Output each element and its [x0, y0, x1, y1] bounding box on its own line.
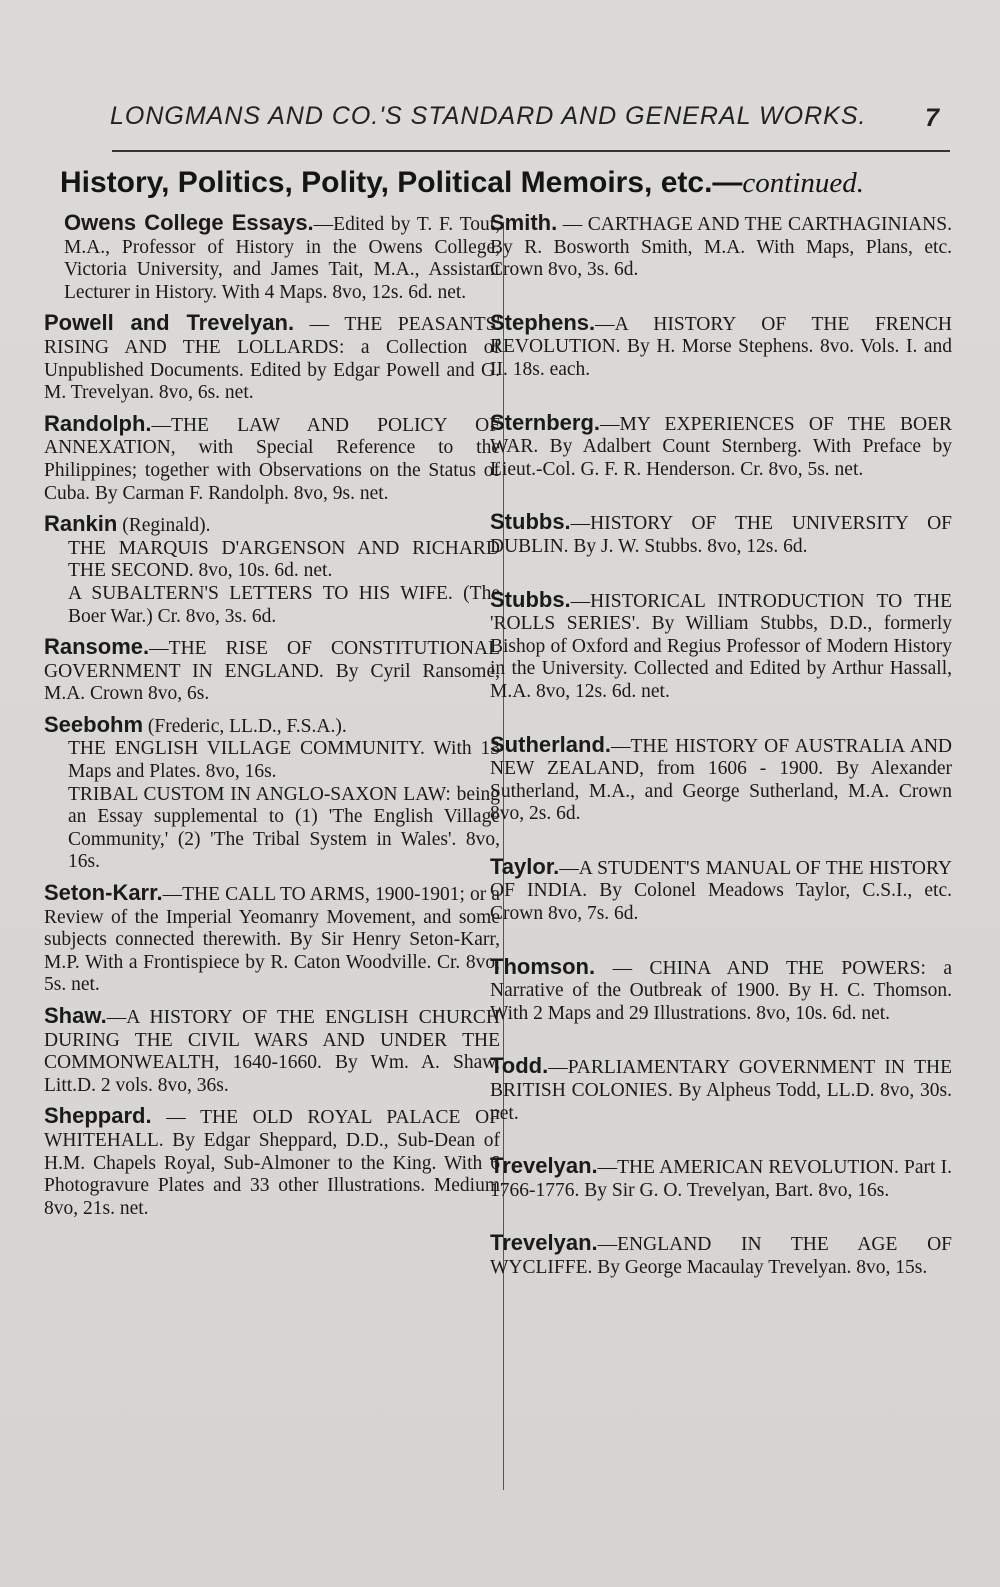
catalogue-entry [44, 1105, 500, 1220]
page-number: 7 [925, 104, 940, 132]
entry-description: —HISTORY OF THE UNIVERSITY OF DUBLIN. By J. W. Stubbs. 8vo, 12s. 6d. [490, 513, 952, 557]
entry-paragraph [44, 1105, 500, 1220]
entry-paragraph [490, 309, 952, 382]
entry-description: —ENGLAND IN THE AGE OF WYCLIFFE. By George Macaulay Trevelyan. 8vo, 15s. [490, 1234, 952, 1278]
entry-description: —HISTORICAL INTRODUCTION TO THE 'ROLLS SERIES'. By William Stubbs, D.D., formerly Bishop of Oxford and Regius Professor of Modern History in the University. Collected and Edited by Arthur Hassall, M.A. 8vo, 12s. 6d. net. [490, 590, 952, 702]
catalogue-entry [44, 212, 500, 304]
entry-paragraph [490, 731, 952, 826]
entry-paragraph [490, 586, 952, 704]
entry-description: —THE CALL TO ARMS, 1900-1901; or a Review of the Imperial Yeomanry Movement, and some subjects connected therewith. By Sir Henry Seton-Karr, M.P. With a Frontispiece by R. Caton Woodville. Cr. 8vo, 5s. net. [44, 884, 500, 996]
entry-author: Sheppard. [44, 1103, 152, 1129]
entry-paragraph [44, 711, 500, 739]
catalogue-entry [44, 882, 500, 997]
entry-paragraph [44, 636, 500, 706]
entry-author: Trevelyan. [490, 1153, 598, 1179]
entry-description: —PARLIAMENTARY GOVERNMENT IN THE BRITISH COLONIES. By Alpheus Todd, LL.D. 8vo, 30s. net. [490, 1057, 952, 1124]
catalogue-entry [490, 1155, 952, 1202]
entry-description: — THE PEASANTS' RISING AND THE LOLLARDS: a Collection of Unpublished Documents. Edited by Edgar Powell and G. M. Trevelyan. 8vo, 6s. net. [44, 314, 501, 404]
entry-author: Seebohm [44, 711, 144, 737]
section-continued: continued. [742, 167, 865, 199]
catalogue-entry [490, 953, 952, 1026]
catalogue-entry [490, 586, 952, 704]
entry-description: (Frederic, LL.D., F.S.A.). [143, 715, 347, 737]
entry-sub-title: TRIBAL CUSTOM IN ANGLO-SAXON LAW: being an Essay supplemental to (1) 'The English Village Community,' (2) 'The Tribal System in Wales'. 8vo, 16s. [68, 783, 500, 873]
entry-paragraph [490, 212, 952, 282]
entry-author: Trevelyan. [490, 1230, 598, 1256]
catalogue-entry [490, 212, 952, 282]
entry-description: — CARTHAGE AND THE CARTHAGINIANS. By R. Bosworth Smith, M.A. With Maps, Plans, etc. Crown 8vo, 3s. 6d. [490, 214, 952, 281]
catalogue-entry [44, 636, 500, 706]
entry-author: Taylor. [490, 853, 560, 879]
entry-sub-title: THE MARQUIS D'ARGENSON AND RICHARD THE SECOND. 8vo, 10s. 6d. net. [68, 537, 500, 582]
entry-description: —A STUDENT'S MANUAL OF THE HISTORY OF INDIA. By Colonel Meadows Taylor, C.S.I., etc. Crown 8vo, 7s. 6d. [490, 857, 952, 925]
entry-description: — CHINA AND THE POWERS: a Narrative of the Outbreak of 1900. By H. C. Thomson. With 2 Maps and 29 Illustrations. 8vo, 10s. 6d. net. [490, 957, 952, 1024]
entry-author: Powell and Trevelyan. [44, 310, 295, 336]
header-rule [112, 150, 950, 152]
left-column [44, 212, 500, 1228]
catalogue-entry [44, 513, 500, 628]
entry-author: Sternberg. [490, 409, 601, 435]
catalogue-entry [490, 853, 952, 926]
catalogue-entry [490, 731, 952, 826]
entry-author: Rankin [44, 511, 118, 537]
section-title-text: History, Politics, Polity, Political Memoirs, etc.— [60, 166, 743, 199]
entry-author: Stephens. [490, 309, 596, 335]
entry-paragraph [44, 410, 500, 505]
entry-description: —A HISTORY OF THE FRENCH REVOLUTION. By H. Morse Stephens. 8vo. Vols. I. and II. 18s. each. [490, 313, 952, 380]
entry-paragraph [44, 882, 500, 997]
catalogue-entry [490, 1232, 952, 1279]
catalogue-entry [490, 1055, 952, 1125]
entry-description: —THE RISE OF CONSTITUTIONAL GOVERNMENT IN ENGLAND. By Cyril Ransome, M.A. Crown 8vo, 6s. [44, 638, 500, 705]
entry-description: (Reginald). [117, 515, 211, 537]
entry-author: Owens College Essays. [64, 210, 314, 235]
right-column [490, 212, 952, 1310]
entry-author: Smith. [490, 210, 558, 235]
entry-paragraph [44, 513, 500, 538]
entry-author: Stubbs. [490, 586, 571, 612]
entry-description: —THE HISTORY OF AUSTRALIA AND NEW ZEALAND, from 1606 - 1900. By Alexander Sutherland, M.A., and George Sutherland, M.A. Crown 8vo, 2s. 6d. [490, 735, 952, 825]
entry-author: Shaw. [44, 1003, 107, 1028]
running-head-text: LONGMANS AND CO.'S STANDARD AND GENERAL WORKS. [110, 102, 867, 130]
entry-description: — THE OLD ROYAL PALACE OF WHITEHALL. By Edgar Sheppard, D.D., Sub-Dean of H.M. Chapels Royal, Sub-Almoner to the King. With 6 Photogravure Plates and 33 other Illustrations. Medium 8vo, 21s. net. [44, 1107, 500, 1219]
entry-author: Ransome. [44, 634, 150, 660]
catalogue-entry [44, 1005, 500, 1097]
entry-author: Randolph. [44, 410, 152, 436]
entry-paragraph [490, 1232, 952, 1279]
catalogue-entry [490, 309, 952, 382]
catalogue-entry [490, 511, 952, 558]
running-head [110, 102, 940, 131]
entry-paragraph [490, 1155, 952, 1202]
catalogue-entry [44, 312, 500, 404]
entry-description: —THE LAW AND POLICY OF ANNEXATION, with Special Reference to the Philippines; together with Observations on the Status of Cuba. By Carman F. Randolph. 8vo, 9s. net. [44, 414, 500, 504]
catalogue-entry [490, 409, 952, 482]
section-title [60, 166, 950, 200]
entry-paragraph [490, 409, 952, 482]
entry-paragraph [44, 312, 500, 404]
entry-paragraph [490, 511, 952, 558]
entry-paragraph [44, 1005, 500, 1097]
entry-author: Seton-Karr. [44, 880, 163, 906]
entry-author: Thomson. [490, 953, 596, 979]
entry-author: Sutherland. [490, 731, 612, 757]
entry-paragraph [490, 1055, 952, 1125]
entry-description: —A HISTORY OF THE ENGLISH CHURCH DURING THE CIVIL WARS AND UNDER THE COMMONWEALTH, 1640-1660. By Wm. A. Shaw, Litt.D. 2 vols. 8vo, 36s. [44, 1007, 500, 1096]
entry-description: —Edited by T. F. Tout, M.A., Professor of History in the Owens College, Victoria University, and James Tait, M.A., Assistant Lecturer in History. With 4 Maps. 8vo, 12s. 6d. net. [64, 214, 500, 303]
entry-author: Stubbs. [490, 509, 571, 535]
entry-paragraph [64, 212, 500, 304]
catalogue-entry [44, 410, 500, 505]
catalogue-entry [44, 711, 500, 874]
entry-description: —THE AMERICAN REVOLUTION. Part I. 1766-1776. By Sir G. O. Trevelyan, Bart. 8vo, 16s. [490, 1157, 952, 1201]
entry-sub-title: THE ENGLISH VILLAGE COMMUNITY. With 13 Maps and Plates. 8vo, 16s. [68, 738, 500, 783]
entry-sub-title: A SUBALTERN'S LETTERS TO HIS WIFE. (The Boer War.) Cr. 8vo, 3s. 6d. [68, 582, 500, 627]
entry-paragraph [490, 953, 952, 1026]
entry-author: Todd. [490, 1053, 549, 1079]
entry-paragraph [490, 853, 952, 926]
entry-description: —MY EXPERIENCES OF THE BOER WAR. By Adalbert Count Sternberg. With Preface by Lieut.-Col. G. F. R. Henderson. Cr. 8vo, 5s. net. [490, 413, 952, 480]
